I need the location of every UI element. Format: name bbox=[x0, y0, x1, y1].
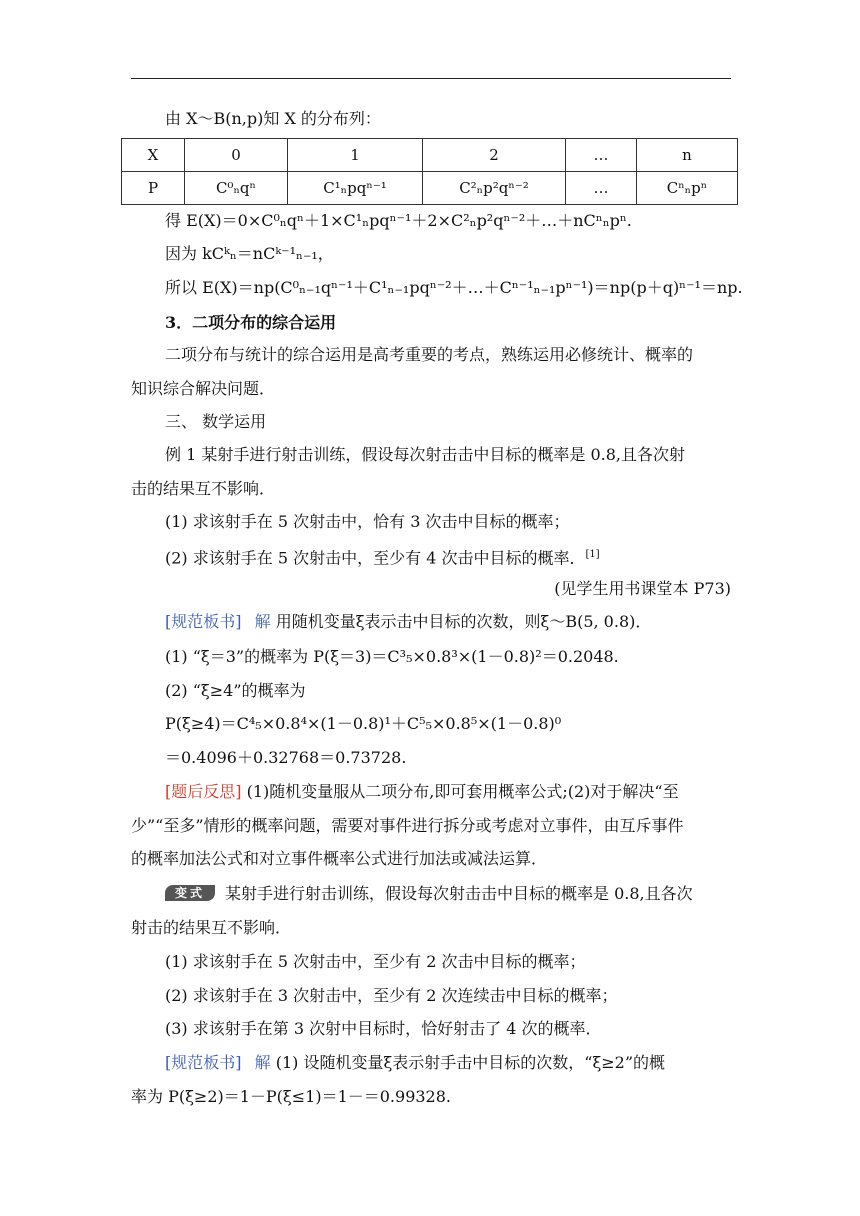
example-1-line: 例 1 某射手进行射击训练，假设每次射击击中目标的概率是 0.8,且各次射 bbox=[165, 445, 685, 464]
section-3-paragraph-cont: 知识综合解决问题． bbox=[131, 379, 276, 398]
question-text: (2) 求该射手在 5 次射击中，至少有 4 次击中目标的概率． bbox=[165, 548, 586, 568]
variant-line-cont: 射击的结果互不影响． bbox=[131, 918, 292, 937]
solution-1-part-b: (2) “ξ≥4”的概率为 bbox=[165, 681, 306, 700]
reflection-line bbox=[165, 781, 679, 803]
solution-2-intro bbox=[165, 1052, 665, 1074]
example-1-line-cont: 击的结果互不影响． bbox=[131, 479, 276, 498]
solution-label: 解 bbox=[254, 1053, 271, 1072]
solution-1-part-a: (1) “ξ＝3”的概率为 P(ξ＝3)＝C³₅×0.8³×(1－0.8)²＝0.2048. bbox=[165, 647, 619, 666]
solution-text: 用随机变量ξ表示击中目标的次数，则ξ～B(5, 0.8)． bbox=[270, 612, 652, 631]
table-cell: … bbox=[566, 139, 637, 172]
standard-writing-label: [规范板书] bbox=[165, 612, 242, 631]
solution-text: (1) 设随机变量ξ表示射手击中目标的次数，“ξ≥2”的概 bbox=[270, 1053, 666, 1072]
part-3-title: 三、 数学运用 bbox=[165, 412, 267, 431]
table-cell: 2 bbox=[423, 139, 566, 172]
header-rule bbox=[131, 78, 731, 79]
footnote-ref: [1] bbox=[585, 549, 600, 560]
intro-text: 由 X～B(n,p)知 X 的分布列： bbox=[165, 109, 381, 128]
solution-1-result: ＝0.4096＋0.32768＝0.73728. bbox=[165, 748, 407, 767]
table-cell: C¹ₙpqⁿ⁻¹ bbox=[288, 172, 423, 205]
variant-text: 某射手进行射击训练，假设每次射击击中目标的概率是 0.8,且各次 bbox=[225, 884, 693, 903]
table-cell: n bbox=[637, 139, 738, 172]
reference-note: (见学生用书课堂本 P73) bbox=[554, 579, 731, 598]
variant-badge: 变式 bbox=[165, 885, 215, 901]
example-1-question-2 bbox=[165, 544, 600, 569]
because-line: 因为 kCᵏₙ＝nCᵏ⁻¹ₙ₋₁， bbox=[165, 244, 334, 263]
table-cell: Cⁿₙpⁿ bbox=[637, 172, 738, 205]
table-cell: X bbox=[122, 139, 185, 172]
section-3-title: 3．二项分布的综合运用 bbox=[165, 313, 337, 332]
reflection-text: (1)随机变量服从二项分布,即可套用概率公式;(2)对于解决“至 bbox=[241, 782, 679, 801]
example-1-question-1: (1) 求该射手在 5 次射击中，恰有 3 次击中目标的概率； bbox=[165, 512, 570, 531]
table-row bbox=[122, 172, 738, 205]
table-cell: 0 bbox=[185, 139, 288, 172]
solution-2-result: 率为 P(ξ≥2)＝1－P(ξ≤1)＝1－＝0.99328. bbox=[131, 1087, 451, 1106]
reflection-label: [题后反思] bbox=[165, 782, 242, 801]
variant-line bbox=[165, 883, 693, 905]
variant-question-3: (3) 求该射手在第 3 次射中目标时，恰好射击了 4 次的概率． bbox=[165, 1019, 602, 1038]
solution-label: 解 bbox=[254, 612, 271, 631]
reflection-line-2: 少”“至多”情形的概率问题，需要对事件进行拆分或考虑对立事件，由互斥事件 bbox=[131, 816, 684, 835]
expectation-line: 得 E(X)＝0×C⁰ₙqⁿ＋1×C¹ₙpqⁿ⁻¹＋2×C²ₙp²qⁿ⁻²＋…＋nCⁿₙpⁿ. bbox=[165, 211, 632, 230]
variant-question-2: (2) 求该射手在 3 次射击中，至少有 2 次连续击中目标的概率； bbox=[165, 986, 618, 1005]
reflection-line-3: 的概率加法公式和对立事件概率公式进行加法或减法运算． bbox=[131, 849, 548, 868]
table-row bbox=[122, 139, 738, 172]
so-line: 所以 E(X)＝np(C⁰ₙ₋₁qⁿ⁻¹＋C¹ₙ₋₁pqⁿ⁻²＋…＋Cⁿ⁻¹ₙ₋₁pⁿ⁻¹)＝np(p＋q)ⁿ⁻¹＝np. bbox=[165, 278, 743, 297]
solution-1-formula: P(ξ≥4)＝C⁴₅×0.8⁴×(1－0.8)¹＋C⁵₅×0.8⁵×(1－0.8)⁰ bbox=[165, 714, 562, 733]
table-cell: 1 bbox=[288, 139, 423, 172]
table-cell: … bbox=[566, 172, 637, 205]
section-3-paragraph: 二项分布与统计的综合运用是高考重要的考点，熟练运用必修统计、概率的 bbox=[165, 345, 694, 364]
table-cell: C²ₙp²qⁿ⁻² bbox=[423, 172, 566, 205]
table-cell: C⁰ₙqⁿ bbox=[185, 172, 288, 205]
solution-1-intro bbox=[165, 611, 651, 633]
variant-question-1: (1) 求该射手在 5 次射击中，至少有 2 次击中目标的概率； bbox=[165, 952, 586, 971]
table-cell: P bbox=[122, 172, 185, 205]
distribution-table bbox=[121, 138, 738, 205]
standard-writing-label: [规范板书] bbox=[165, 1053, 242, 1072]
